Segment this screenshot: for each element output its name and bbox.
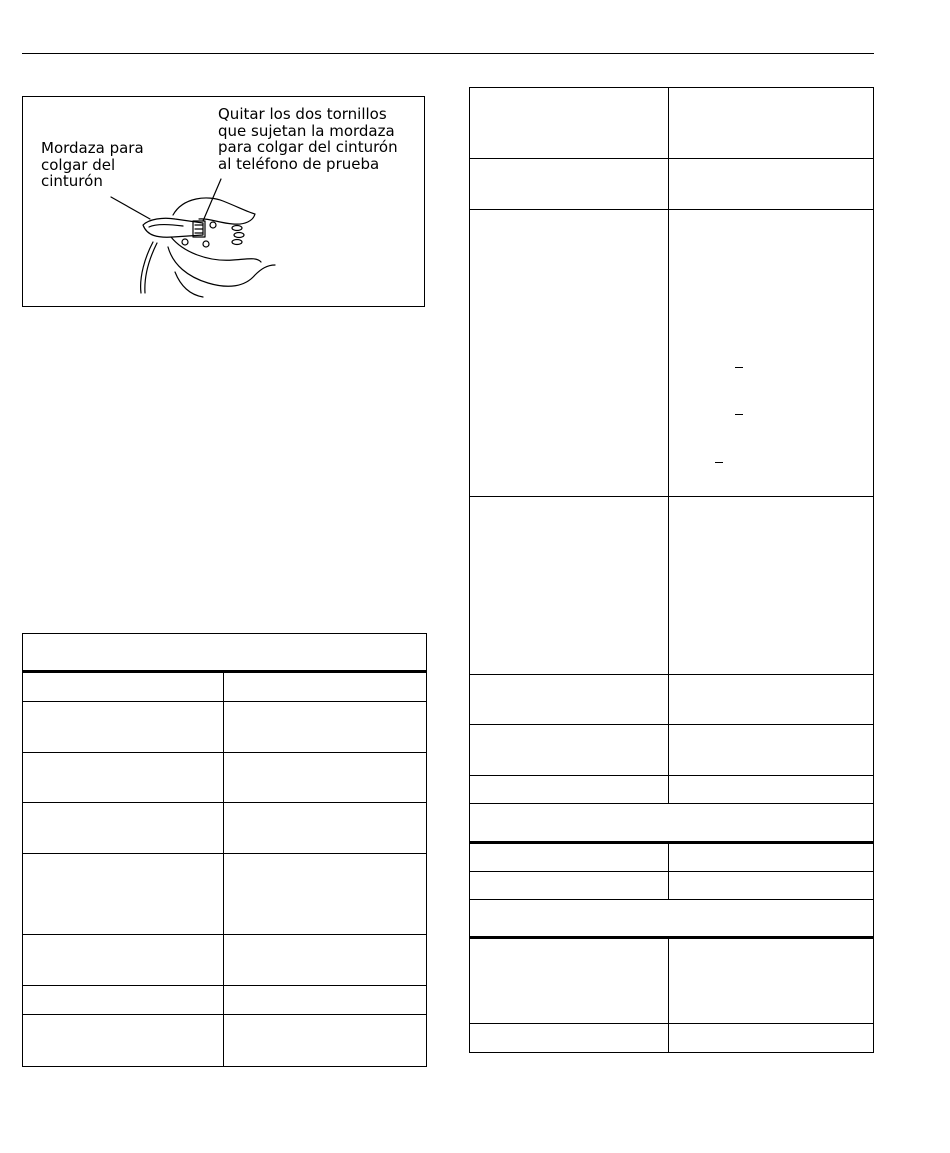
table-row [23,803,427,854]
table-cell [224,1015,427,1067]
table-cell [470,843,669,872]
left-table [22,633,427,1067]
dash-mark [715,462,723,463]
table-row [470,210,874,497]
table-cell [23,854,224,935]
table-cell [470,776,669,804]
table-cell [470,159,669,210]
table-row [23,854,427,935]
figure-box [22,96,425,307]
table-cell [23,803,224,854]
dash-mark [735,367,743,368]
table-cell [669,210,874,497]
table-cell [23,672,224,702]
table-row [23,672,427,702]
right-table-section-header [470,804,874,843]
table-cell [669,938,874,1024]
table-cell [470,497,669,675]
left-table-header [23,634,427,672]
table-cell [224,935,427,986]
table-cell [470,725,669,776]
table-cell [669,725,874,776]
table-row [23,935,427,986]
table-row [470,843,874,872]
table-cell [669,88,874,159]
table-row [470,497,874,675]
header-rule [22,53,874,54]
table-row [470,1024,874,1053]
table-cell [23,1015,224,1067]
table-row [470,675,874,725]
table-cell [23,986,224,1015]
dash-mark [735,414,743,415]
remove-screws-label: Quitar los dos tornillos que sujetan la mordaza para colgar del cinturón al teléfono de prueba [218,105,398,173]
table-cell [669,872,874,900]
right-table [469,87,874,1053]
table-cell [470,88,669,159]
table-cell [224,753,427,803]
table-cell [224,702,427,753]
belt-clip-label: Mordaza para colgar del cinturón [41,139,144,190]
table-row [23,986,427,1015]
table-row [470,725,874,776]
table-cell [224,672,427,702]
table-cell [470,210,669,497]
table-cell [669,1024,874,1053]
table-cell [669,675,874,725]
table-row [470,159,874,210]
table-cell [470,872,669,900]
table-cell [224,803,427,854]
table-cell [470,675,669,725]
table-cell [669,497,874,675]
table-row [470,872,874,900]
table-cell [224,854,427,935]
table-cell [669,776,874,804]
table-cell [470,1024,669,1053]
table-cell [669,159,874,210]
table-cell [470,938,669,1024]
table-cell [224,986,427,1015]
table-cell [23,935,224,986]
table-row [470,776,874,804]
table-row [23,1015,427,1067]
table-row [470,88,874,159]
table-row [23,753,427,803]
right-table-section-header [470,900,874,938]
table-cell [23,753,224,803]
table-row [470,938,874,1024]
table-cell [669,843,874,872]
table-cell [23,702,224,753]
table-row [23,702,427,753]
